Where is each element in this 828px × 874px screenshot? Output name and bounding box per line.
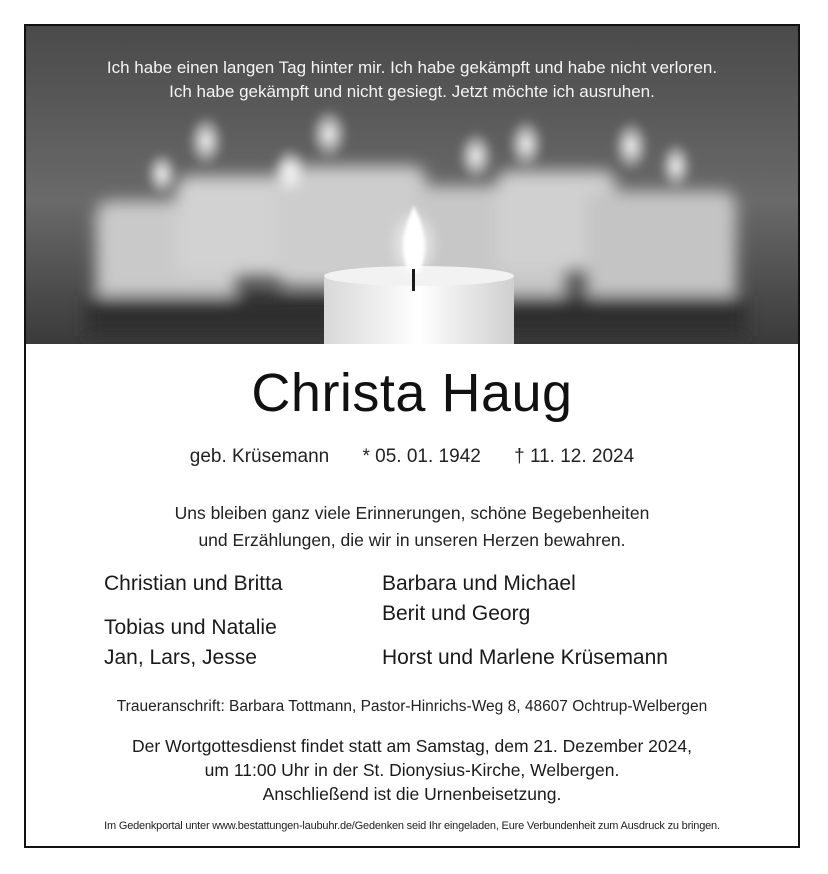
family-member: Horst und Marlene Krüsemann <box>382 646 668 669</box>
candles-photo <box>26 26 798 344</box>
family-member: Christian und Britta <box>104 572 283 595</box>
family-member: Jan, Lars, Jesse <box>104 646 257 669</box>
memorial-portal-note: Im Gedenkportal unter www.bestattungen-laubuhr.de/Gedenken seid Ihr eingeladen, Eure Verbundenheit zum Ausdruck zu bringen. <box>104 820 720 832</box>
death-date: † 11. 12. 2024 <box>514 446 635 467</box>
service-line-2: um 11:00 Uhr in der St. Dionysius-Kirche, Welbergen. <box>204 760 620 780</box>
life-dates <box>26 446 798 468</box>
obituary-frame <box>24 24 800 848</box>
memory-line-2: und Erzählungen, die wir in unseren Herzen bewahren. <box>198 530 626 550</box>
quote-line-1: Ich habe einen langen Tag hinter mir. Ich habe gekämpft und habe nicht verloren. <box>106 58 718 77</box>
memory-text <box>26 500 798 554</box>
family-member: Tobias und Natalie <box>104 616 277 639</box>
service-info <box>26 734 798 806</box>
birth-name: geb. Krüsemann <box>189 446 330 467</box>
family-member: Berit und Georg <box>382 602 531 625</box>
service-line-1: Der Wortgottesdienst findet statt am Samstag, dem 21. Dezember 2024, <box>132 736 692 756</box>
memory-line-1: Uns bleiben ganz viele Erinnerungen, schöne Begebenheiten <box>174 503 650 523</box>
quote-text <box>26 56 798 104</box>
birth-date: * 05. 01. 1942 <box>362 446 481 467</box>
quote-line-2: Ich habe gekämpft und nicht gesiegt. Jetzt möchte ich ausruhen. <box>169 82 655 101</box>
mourning-address: Traueranschrift: Barbara Tottmann, Pastor-Hinrichs-Weg 8, 48607 Ochtrup-Welbergen <box>116 698 708 715</box>
service-line-3: Anschließend ist die Urnenbeisetzung. <box>262 784 562 804</box>
family-member: Barbara und Michael <box>382 572 576 595</box>
deceased-name: Christa Haug <box>251 363 573 423</box>
